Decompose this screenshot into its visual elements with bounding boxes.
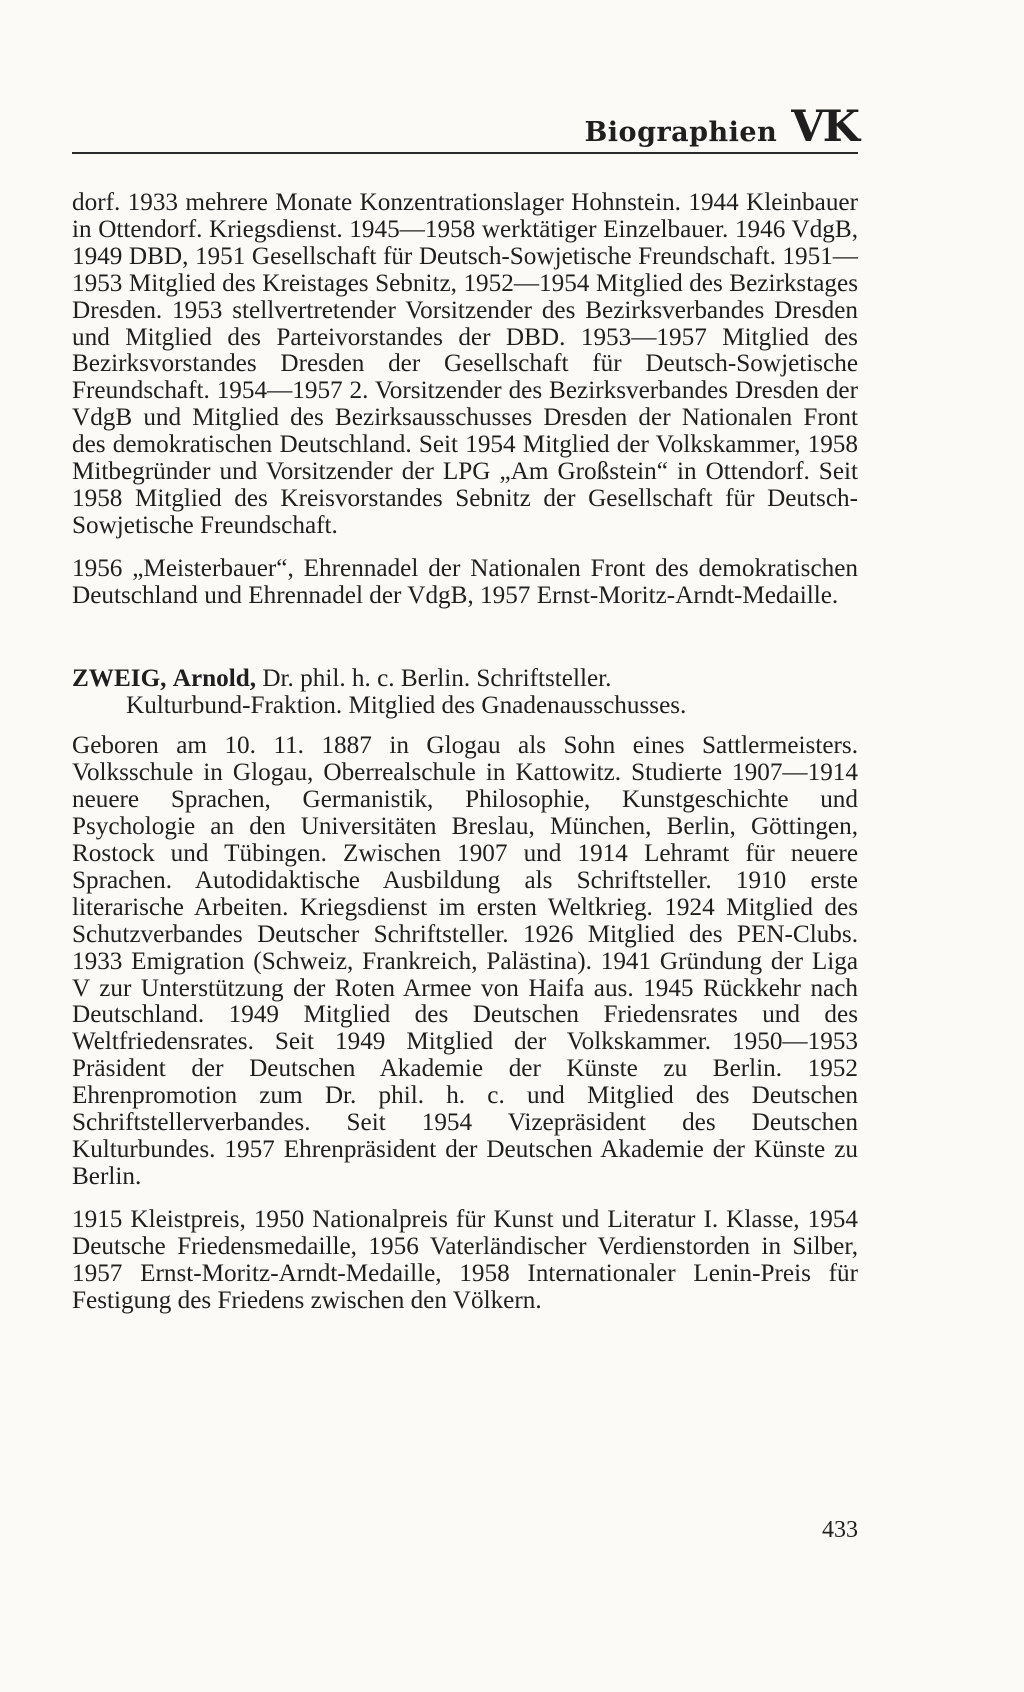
entry-honors-paragraph: 1915 Kleistpreis, 1950 Nationalpreis für Kunst und Literatur I. Klasse, 1954 Deutsche Friedensmedaille, 1956 Vaterländischer Verdienstorden in Silber, 1957 Ernst-Moritz-Arndt-Medaille, 1958 Internationaler Lenin-Preis für Festigung des Friedens zwischen den Völkern. [72, 1205, 858, 1314]
entry-heading [72, 666, 858, 693]
page-number: 433 [822, 1517, 858, 1543]
continued-biography-paragraph: dorf. 1933 mehrere Monate Konzentrationslager Hohnstein. 1944 Kleinbauer in Ottendorf. Kriegsdienst. 1945—1958 werktätiger Einzelbauer. 1946 VdgB, 1949 DBD, 1951 Gesellschaft für Deutsch-Sowjetische Freundschaft. 1951—1953 Mitglied des Kreistages Sebnitz, 1952—1954 Mitglied des Bezirkstages Dresden. 1953 stellvertretender Vorsitzender des Bezirksverbandes Dresden und Mitglied des Parteivorstandes der DBD. 1953—1957 Mitglied des Bezirksvorstandes Dresden der Gesellschaft für Deutsch-Sowjetische Freundschaft. 1954—1957 2. Vorsitzender des Bezirksverbandes Dresden der VdgB und Mitglied des Bezirksausschusses Dresden der Nationalen Front des demokratischen Deutschland. Seit 1954 Mitglied der Volkskammer, 1958 Mitbegründer und Vorsitzender der LPG „Am Großstein“ in Ottendorf. Seit 1958 Mitglied des Kreisvorstandes Sebnitz der Gesellschaft für Deutsch-Sowjetische Freundschaft. [72, 189, 858, 539]
entry-separator [72, 626, 858, 666]
section-code: VK [791, 102, 858, 152]
section-title: Biographien [584, 117, 778, 148]
header-rule [72, 152, 858, 154]
body-text [72, 190, 858, 1330]
entry-faction-line: Kulturbund-Fraktion. Mitglied des Gnadenausschusses. [126, 691, 687, 719]
entry-heading-details: Dr. phil. h. c. Berlin. Schriftsteller. [262, 664, 612, 692]
entry-biography-paragraph: Geboren am 10. 11. 1887 in Glogau als Sohn eines Sattlermeisters. Volksschule in Glogau, Oberrealschule in Kattowitz. Studierte 1907—1914 neuere Sprachen, Germanistik, Philosophie, Kunstgeschichte und Psychologie an den Universitäten Breslau, München, Berlin, Göttingen, Rostock und Tübingen. Zwischen 1907 und 1914 Lehramt für neuere Sprachen. Autodidaktische Ausbildung als Schriftsteller. 1910 erste literarische Arbeiten. Kriegsdienst im ersten Weltkrieg. 1924 Mitglied des Schutzverbandes Deutscher Schriftsteller. 1926 Mitglied des PEN-Clubs. 1933 Emigration (Schweiz, Frankreich, Palästina). 1941 Gründung der Liga V zur Unterstützung der Roten Armee von Haifa aus. 1945 Rückkehr nach Deutschland. 1949 Mitglied des Deutschen Friedensrates und des Weltfriedensrates. Seit 1949 Mitglied der Volkskammer. 1950—1953 Präsident der Deutschen Akademie der Künste zu Berlin. 1952 Ehrenpromotion zum Dr. phil. h. c. und Mitglied des Deutschen Schriftstellerverbandes. Seit 1954 Vizepräsident des Deutschen Kulturbundes. 1957 Ehrenpräsident der Deutschen Akademie der Künste zu Berlin. [72, 732, 858, 1190]
book-page [72, 0, 858, 1692]
continued-honors-paragraph: 1956 „Meisterbauer“, Ehrennadel der Nationalen Front des demokratischen Deutschland und Ehrennadel der VdgB, 1957 Ernst-Moritz-Arndt-Medaille. [72, 554, 858, 609]
entry-given-name: Arnold, [172, 664, 257, 692]
entry-surname: ZWEIG, [72, 664, 167, 692]
running-head [584, 102, 858, 152]
